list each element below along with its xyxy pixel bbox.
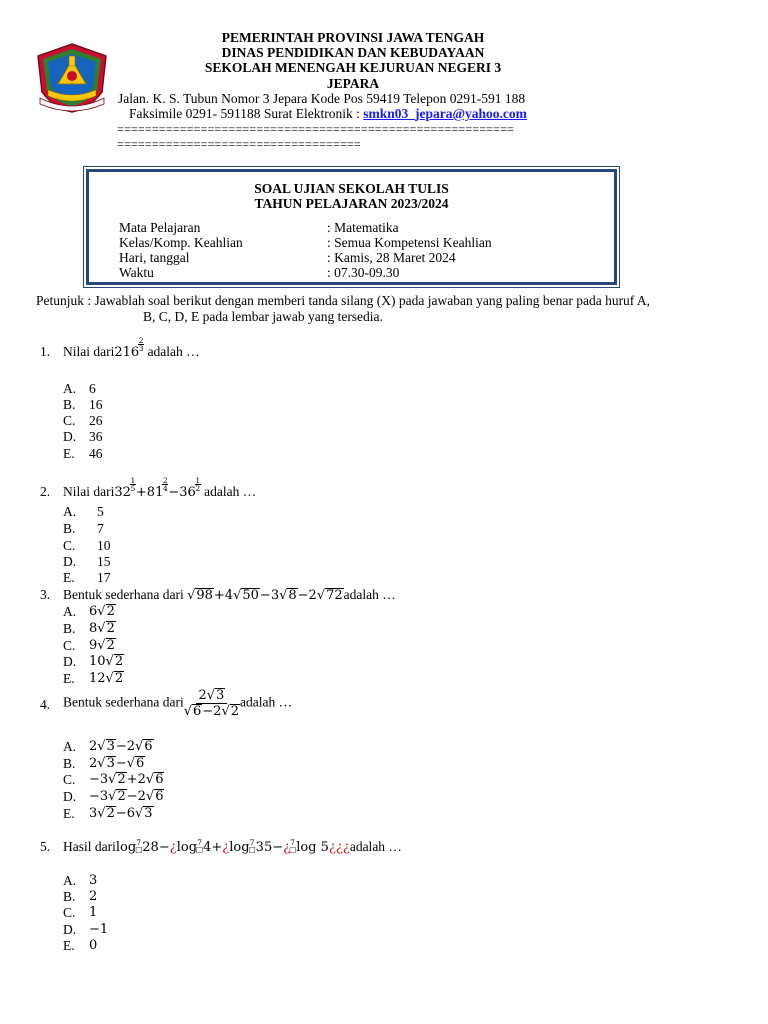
option-letter: E. <box>63 446 75 461</box>
option-value[interactable]: 6 <box>89 381 96 396</box>
exam-title: SOAL UJIAN SEKOLAH TULIS <box>254 181 449 196</box>
option-value[interactable]: 3√2−6√3 <box>89 806 153 821</box>
question-1-suffix: adalah … <box>147 344 200 359</box>
option-letter: C. <box>63 538 76 553</box>
header-line-city: JEPARA <box>326 76 380 91</box>
question-2-text <box>63 476 257 500</box>
header-contact <box>129 106 527 122</box>
option-letter: C. <box>63 638 76 653</box>
question-3-number: 3. <box>40 587 51 602</box>
option-letter: A. <box>63 739 77 754</box>
option-value[interactable]: 6√2 <box>89 604 115 619</box>
option-value[interactable]: 36 <box>89 429 103 444</box>
header-fax: Faksimile 0291- 591188 Surat Elektronik : <box>129 106 364 121</box>
option-value[interactable]: 0 <box>89 938 98 953</box>
question-3-expression: √98+4√50−3√8−2√72 <box>187 588 343 603</box>
header-line-school: SEKOLAH MENENGAH KEJURUAN NEGERI 3 <box>204 60 502 75</box>
question-4-prefix: Bentuk sederhana dari <box>63 694 184 710</box>
question-3-text <box>63 587 396 603</box>
option-letter: A. <box>63 504 77 519</box>
option-letter: B. <box>63 397 76 412</box>
option-value[interactable]: 2√3−2√6 <box>89 739 153 754</box>
option-letter: D. <box>63 654 77 669</box>
option-letter: B. <box>63 521 76 536</box>
question-1-expression: 216 $\frac{2}{3}$ <box>114 336 144 360</box>
option-value[interactable]: 2 <box>89 889 98 904</box>
field-label-time: Waktu <box>119 265 154 280</box>
exam-info-box <box>86 169 617 285</box>
question-5-text <box>63 839 402 855</box>
option-value[interactable]: −1 <box>89 922 109 937</box>
field-value-class: : Semua Kompetensi Keahlian <box>327 235 492 250</box>
field-value-subject: : Matematika <box>327 220 399 235</box>
option-value[interactable]: 8√2 <box>89 621 115 636</box>
option-letter: E. <box>63 806 75 821</box>
header-rule-2: =================================== <box>117 137 361 151</box>
field-value-date: : Kamis, 28 Maret 2024 <box>327 250 456 265</box>
question-1-number: 1. <box>40 344 51 359</box>
question-5-prefix: Hasil dari <box>63 839 116 854</box>
option-letter: C. <box>63 413 76 428</box>
option-value[interactable]: 2√3−√6 <box>89 756 145 771</box>
option-value[interactable]: 10√2 <box>89 654 124 669</box>
option-value[interactable]: −3√2+2√6 <box>89 772 164 787</box>
option-value[interactable]: 12√2 <box>89 671 124 686</box>
question-2-prefix: Nilai dari <box>63 484 115 499</box>
option-value[interactable]: 9√2 <box>89 638 115 653</box>
option-value[interactable]: 3 <box>89 873 98 888</box>
option-letter: B. <box>63 889 76 904</box>
option-letter: E. <box>63 938 75 953</box>
instructions-line-1: Petunjuk : Jawablah soal berikut dengan memberi tanda silang (X) pada jawaban yang paling benar pada huruf A, <box>36 293 651 308</box>
option-value[interactable]: 26 <box>89 413 103 428</box>
option-value[interactable]: 1 <box>89 905 98 920</box>
field-label-date: Hari, tanggal <box>119 250 190 265</box>
option-value[interactable]: 10 <box>97 538 111 553</box>
option-letter: C. <box>63 772 76 787</box>
option-letter: B. <box>63 621 76 636</box>
option-letter: A. <box>63 873 77 888</box>
option-letter: D. <box>63 429 77 444</box>
field-label-class: Kelas/Komp. Keahlian <box>119 235 243 250</box>
question-2-suffix: adalah … <box>204 484 257 499</box>
question-2-number: 2. <box>40 484 51 499</box>
header-address: Jalan. K. S. Tubun Nomor 3 Jepara Kode Pos 59419 Telepon 0291-591 188 <box>118 91 526 106</box>
question-2-expression: 32 $\frac{1}{5}$ +81 $\frac{2}{4}$ −36 $\frac{1}{2}$ <box>114 476 201 500</box>
option-letter: A. <box>63 604 77 619</box>
header-email-link[interactable]: smkn03_jepara@yahoo.com <box>363 106 527 121</box>
question-5-number: 5. <box>40 839 51 854</box>
exam-year: TAHUN PELAJARAN 2023/2024 <box>254 196 449 211</box>
option-value[interactable]: −3√2−2√6 <box>89 789 164 804</box>
header-rule-1: ========================================================= <box>117 122 515 136</box>
question-1-text <box>63 336 200 360</box>
field-label-subject: Mata Pelajaran <box>119 220 201 235</box>
option-value[interactable]: 5 <box>97 504 104 519</box>
option-letter: E. <box>63 671 75 686</box>
option-letter: E. <box>63 570 75 585</box>
question-4-text <box>63 688 292 719</box>
option-value[interactable]: 46 <box>89 446 103 461</box>
question-3-suffix: adalah … <box>343 587 396 602</box>
question-5-expression: log 7 □ 28−¿log 7 □ 4+¿log 7 □ 35−¿ 7 □ log 5¿¿¿ <box>115 837 350 855</box>
question-4-suffix: adalah … <box>240 694 293 710</box>
province-logo-icon <box>34 42 110 114</box>
question-4-expression: $\frac{2√3}{√6-2√2}$ <box>183 688 240 719</box>
option-letter: B. <box>63 756 76 771</box>
question-5-suffix: adalah … <box>349 839 402 854</box>
option-letter: D. <box>63 922 77 937</box>
option-value[interactable]: 17 <box>97 570 111 585</box>
option-value[interactable]: 7 <box>97 521 104 536</box>
option-letter: A. <box>63 381 77 396</box>
question-4-number: 4. <box>40 697 51 712</box>
question-3-prefix: Bentuk sederhana dari <box>63 587 184 602</box>
field-value-time: : 07.30-09.30 <box>327 265 400 280</box>
option-letter: C. <box>63 905 76 920</box>
option-value[interactable]: 15 <box>97 554 111 569</box>
option-letter: D. <box>63 554 77 569</box>
header-line-department: DINAS PENDIDIKAN DAN KEBUDAYAAN <box>221 45 485 60</box>
instructions-line-2: B, C, D, E pada lembar jawab yang tersedia. <box>143 309 383 324</box>
question-1-prefix: Nilai dari <box>63 344 115 359</box>
header-line-government: PEMERINTAH PROVINSI JAWA TENGAH <box>221 30 485 45</box>
option-value[interactable]: 16 <box>89 397 103 412</box>
option-letter: D. <box>63 789 77 804</box>
